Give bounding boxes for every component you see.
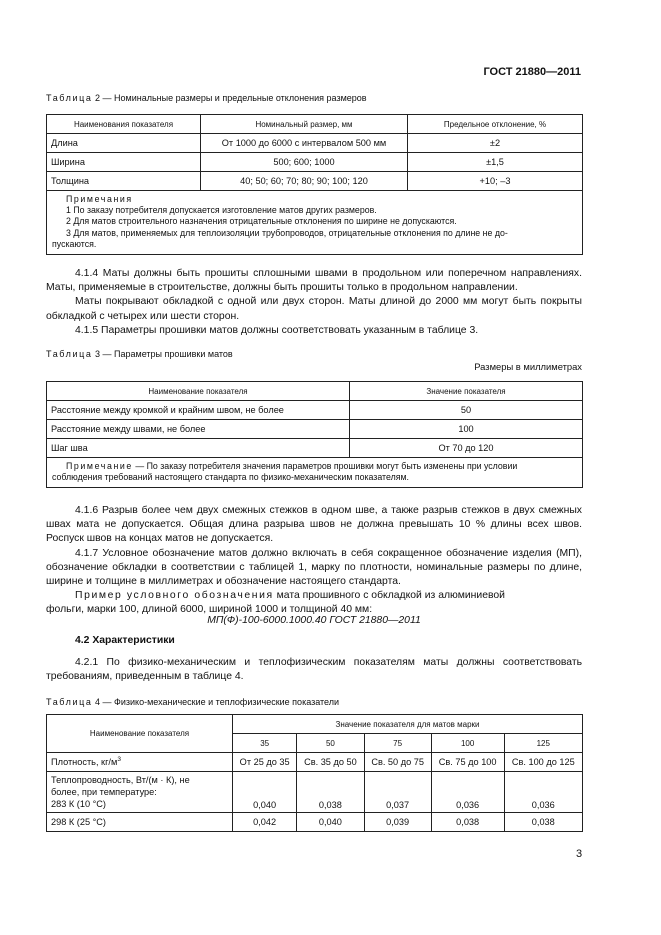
table2-note: 2 Для матов строительного назначения отрицательные отклонения по ширине не допускаются. [66,216,457,227]
table4-cell: 0,038 [297,772,364,813]
table4-mark: 35 [233,734,297,753]
table-row [47,439,583,458]
table4-caption-label: Таблица [46,697,93,707]
table2 [46,114,583,255]
conductivity-label-cont: более, при температуре: [51,787,157,797]
table2-note: 3 Для матов, применяемых для теплоизоляции трубопроводов, отрицательные отклонения по длине не до- [66,227,508,238]
table2-notes-title: Примечания [66,194,133,204]
table4-cell: 0,039 [364,813,431,832]
table4-caption [46,697,339,707]
table4-row-label [47,753,233,772]
table4-mark: 100 [431,734,504,753]
table3-note-cont: соблюдения требований настоящего стандарта по физико-механическим показателям. [52,472,409,483]
example-text: мата прошивного с обкладкой из алюминиевой [273,590,505,602]
table3-cell: 50 [350,401,583,420]
table4-caption-text: 4 — Физико-механические и теплофизические показатели [95,697,340,707]
table4 [46,714,583,832]
table3 [46,381,583,488]
table-row [47,401,583,420]
section-title: 4.2 Характеристики [75,635,175,646]
table2-cell: 40; 50; 60; 70; 80; 90; 100; 120 [201,172,408,191]
table3-cell: Расстояние между кромкой и крайним швом, не более [47,401,350,420]
table-row [47,420,583,439]
table2-cell: +10; –3 [408,172,583,191]
table2-cell: ±2 [408,134,583,153]
table3-units: Размеры в миллиметрах [474,361,582,372]
table2-note: пускаются. [52,238,97,249]
example-paragraph [46,589,582,603]
table-row [47,813,583,832]
table2-cell: От 1000 до 6000 с интервалом 500 мм [201,134,408,153]
table2-notes [47,191,583,255]
table3-note [47,458,583,488]
density-label: Плотность, кг/м [51,757,118,768]
table3-header: Значение показателя [350,382,583,401]
document-code: ГОСТ 21880—2011 [483,66,581,78]
section-4-1-4 [46,267,582,338]
table3-caption-text: 3 — Параметры прошивки матов [95,349,233,359]
table2-note: 1 По заказу потребителя допускается изготовление матов других размеров. [66,205,377,216]
table3-header: Наименование показателя [47,382,350,401]
table4-cell: Св. 50 до 75 [364,753,431,772]
table2-cell: Длина [47,134,201,153]
table2-caption-text: 2 — Номинальные размеры и предельные отклонения размеров [95,93,367,103]
table4-row-label [47,772,233,813]
table4-mark: 75 [364,734,431,753]
table3-caption-label: Таблица [46,349,93,359]
table4-cell: Св. 75 до 100 [431,753,504,772]
table2-caption-label: Таблица [46,93,93,103]
table4-cell: От 25 до 35 [233,753,297,772]
table-row [47,153,583,172]
table4-cell: 0,037 [364,772,431,813]
table2-cell: Ширина [47,153,201,172]
table2-cell: ±1,5 [408,153,583,172]
paragraph: 4.1.4 Маты должны быть прошиты сплошными швами в продольном или поперечном направлениях. Маты, применяемые в строительстве, должны быть прошиты только в продольном направлении. [46,268,582,294]
table4-mark: 50 [297,734,364,753]
table-row [47,134,583,153]
table2-caption [46,93,367,103]
table-row [47,172,583,191]
table4-cell: 0,042 [233,813,297,832]
paragraph: 4.2.1 По физико-механическим и теплофизическим показателям маты должны соответствовать требованиям, приведенным в таблице 4. [46,657,582,683]
table4-cell: 0,038 [504,813,582,832]
temperature-label: 283 К (10 °С) [51,799,106,809]
paragraph: 4.1.5 Параметры прошивки матов должны соответствовать указанным в таблице 3. [75,324,479,336]
table2-cell: 500; 600; 1000 [201,153,408,172]
section-4-2-1 [46,656,582,684]
section-4-1-6 [46,504,582,618]
paragraph: Маты покрывают обкладкой с одной или двух сторон. Маты длиной до 2000 мм могут быть покрыты обкладкой с четырех или шести сторон. [46,296,582,322]
table3-cell: Шаг шва [47,439,350,458]
page-number: 3 [576,848,583,860]
paragraph: 4.1.7 Условное обозначение матов должно включать в себя сокращенное обозначение изделия (МП), обозначение обкладки в соответствии с таблицей 1, марку по плотности, номинальные размеры по длине, ширине и толщине в миллиметрах и обозначение настоящего стандарта. [46,547,582,588]
conductivity-label: Теплопроводность, Вт/(м · К), не [51,775,190,785]
example-text-cont: фольги, марки 100, длиной 6000, шириной 1000 и толщиной 40 мм: [46,604,373,616]
table4-cell: Св. 35 до 50 [297,753,364,772]
paragraph: 4.1.6 Разрыв более чем двух смежных стежков в одном шве, а также разрыв стежков в двух смежных швах мата не допускается. Общая длина разрыва швов не должна превышать 10 % длины всех швов. Роспуск швов на концах матов не допускается. [46,505,582,545]
table2-header: Предельное отклонение, % [408,115,583,134]
table3-cell: 100 [350,420,583,439]
table3-note-text: — По заказу потребителя значения параметров прошивки могут быть изменены при условии [132,461,518,471]
table4-mark: 125 [504,734,582,753]
table4-cell: 0,038 [431,813,504,832]
table4-cell: 0,040 [297,813,364,832]
table3-note-title: Примечание [66,461,133,471]
table3-cell: Расстояние между швами, не более [47,420,350,439]
temperature-label: 298 К (25 °С) [47,813,233,832]
example-label: Пример условного обозначения [75,590,274,602]
table4-cell: 0,036 [431,772,504,813]
density-unit-sup: 3 [117,756,121,764]
table2-cell: Толщина [47,172,201,191]
table-row [47,772,583,813]
table4-header-group: Значение показателя для матов марки [233,715,583,734]
table3-cell: От 70 до 120 [350,439,583,458]
table2-header: Номинальный размер, мм [201,115,408,134]
table3-caption [46,349,233,359]
table4-cell: 0,036 [504,772,582,813]
table2-header: Наименования показателя [47,115,201,134]
designation-example: МП(Ф)-100-6000.1000.40 ГОСТ 21880—2011 [207,615,421,626]
table4-cell: Св. 100 до 125 [504,753,582,772]
table4-header: Наименование показателя [47,715,233,753]
table4-cell: 0,040 [233,772,297,813]
table-row [47,753,583,772]
